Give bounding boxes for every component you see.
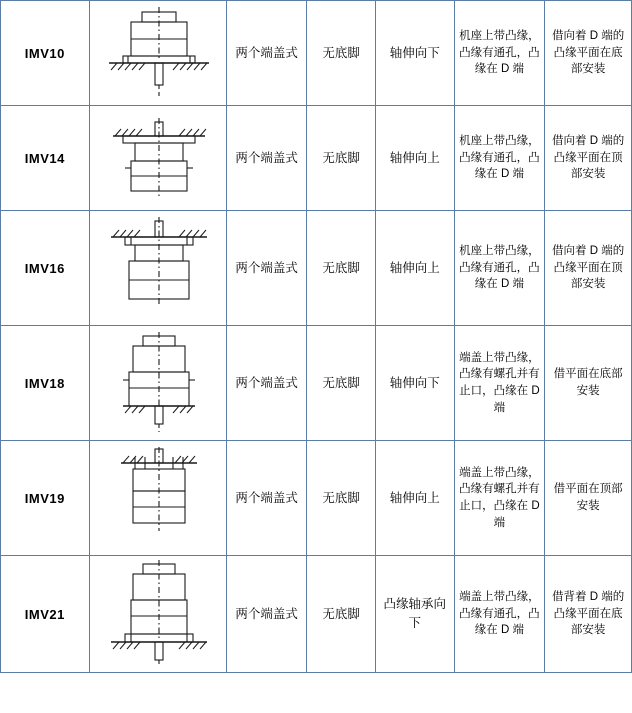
row-code: IMV10 — [1, 1, 90, 106]
motor-diagram-imv19 — [94, 443, 224, 553]
row-foot: 无底脚 — [307, 211, 376, 326]
table-row — [1, 106, 632, 211]
row-type: 两个端盖式 — [226, 556, 307, 673]
row-shaft: 轴伸向上 — [375, 106, 454, 211]
row-mount: 借向着 D 端的凸缘平面在底部安装 — [545, 1, 632, 106]
row-shaft: 轴伸向下 — [375, 326, 454, 441]
row-code: IMV19 — [1, 441, 90, 556]
row-figure — [89, 441, 226, 556]
row-foot: 无底脚 — [307, 556, 376, 673]
row-type: 两个端盖式 — [226, 441, 307, 556]
row-code: IMV16 — [1, 211, 90, 326]
row-flange: 机座上带凸缘，凸缘有通孔，凸缘在 D 端 — [454, 211, 545, 326]
table-row — [1, 211, 632, 326]
row-code: IMV18 — [1, 326, 90, 441]
row-foot: 无底脚 — [307, 1, 376, 106]
row-foot: 无底脚 — [307, 326, 376, 441]
row-type: 两个端盖式 — [226, 211, 307, 326]
table-row — [1, 441, 632, 556]
row-flange: 端盖上带凸缘，凸缘有螺孔并有止口，凸缘在 D 端 — [454, 326, 545, 441]
table-row — [1, 1, 632, 106]
row-flange: 机座上带凸缘，凸缘有通孔，凸缘在 D 端 — [454, 106, 545, 211]
row-figure — [89, 556, 226, 673]
row-code: IMV14 — [1, 106, 90, 211]
row-flange: 端盖上带凸缘，凸缘有螺孔并有止口，凸缘在 D 端 — [454, 441, 545, 556]
row-mount: 借背着 D 端的凸缘平面在底部安装 — [545, 556, 632, 673]
row-mount: 借向着 D 端的凸缘平面在顶部安装 — [545, 211, 632, 326]
motor-diagram-imv16 — [94, 213, 224, 323]
row-shaft: 轴伸向下 — [375, 1, 454, 106]
row-flange: 机座上带凸缘，凸缘有通孔，凸缘在 D 端 — [454, 1, 545, 106]
row-mount: 借平面在顶部安装 — [545, 441, 632, 556]
row-mount: 借平面在底部安装 — [545, 326, 632, 441]
row-figure — [89, 106, 226, 211]
row-code: IMV21 — [1, 556, 90, 673]
row-type: 两个端盖式 — [226, 1, 307, 106]
table-row — [1, 326, 632, 441]
row-shaft: 凸缘轴承向下 — [375, 556, 454, 673]
row-shaft: 轴伸向上 — [375, 211, 454, 326]
motor-diagram-imv10 — [94, 3, 224, 103]
motor-diagram-imv14 — [94, 108, 224, 208]
row-mount: 借向着 D 端的凸缘平面在顶部安装 — [545, 106, 632, 211]
row-type: 两个端盖式 — [226, 106, 307, 211]
row-figure — [89, 211, 226, 326]
row-shaft: 轴伸向上 — [375, 441, 454, 556]
motor-diagram-imv18 — [94, 328, 224, 438]
row-flange: 端盖上带凸缘，凸缘有通孔，凸缘在 D 端 — [454, 556, 545, 673]
row-figure — [89, 1, 226, 106]
table-row — [1, 556, 632, 673]
motor-diagram-imv21 — [94, 558, 224, 670]
row-foot: 无底脚 — [307, 106, 376, 211]
table-body — [1, 1, 632, 673]
row-figure — [89, 326, 226, 441]
row-foot: 无底脚 — [307, 441, 376, 556]
row-type: 两个端盖式 — [226, 326, 307, 441]
